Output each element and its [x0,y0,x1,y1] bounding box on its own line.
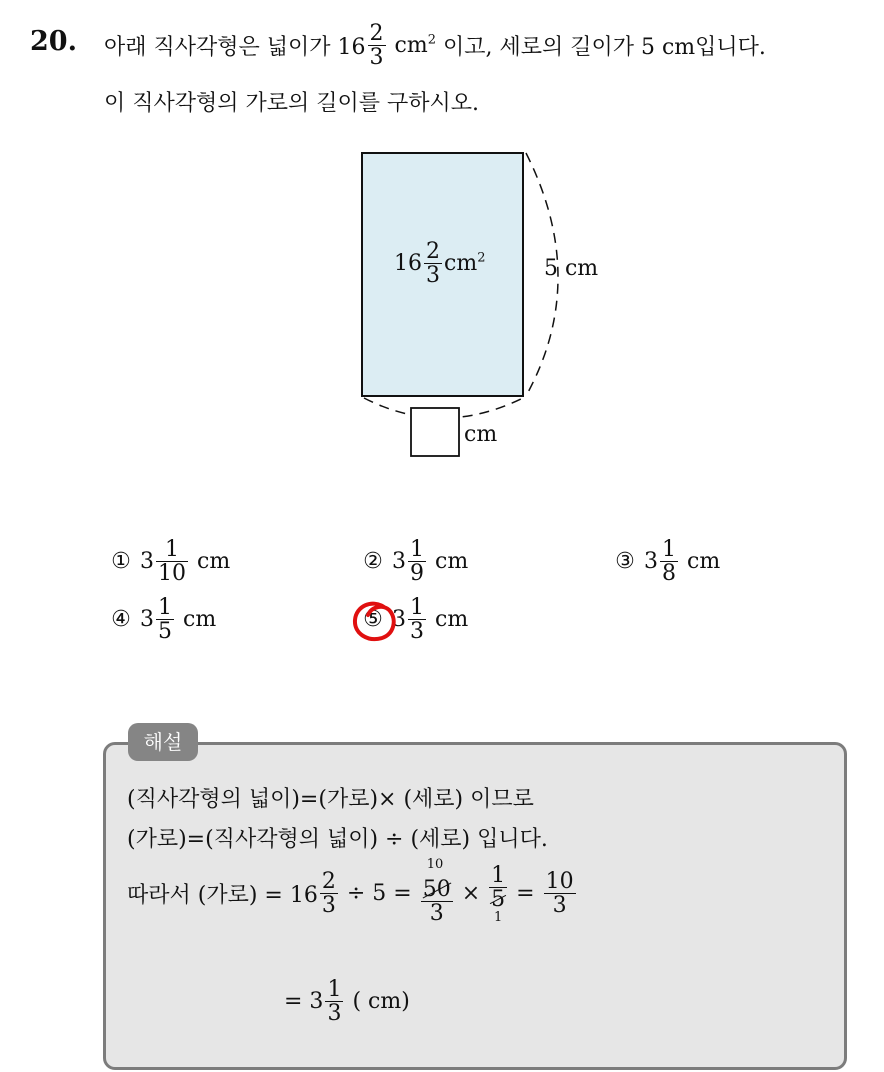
fraction-denominator: 3 [327,1001,342,1027]
fraction-numerator: 1 [158,595,172,620]
cancel-result-1: 1 [494,909,503,925]
rectangle-figure [350,140,630,470]
fraction-denominator: 10 [158,561,186,587]
fraction-denominator: 3 [552,893,567,919]
divide-by-five: ÷ 5 = [346,881,412,907]
question-area-fraction [368,22,386,69]
fraction-numerator: 2 [426,239,440,264]
choice-4[interactable] [110,596,216,643]
choice-unit: cm [435,607,469,633]
times-sign: × [461,881,481,907]
choice-unit: cm [435,549,469,575]
choice-mark: ⑤ [363,606,383,632]
fraction-numerator: 1 [410,537,424,562]
fraction-denominator: 3 [321,893,336,919]
choice-unit: cm [183,607,217,633]
choice-mark: ④ [111,606,131,632]
fraction-numerator: 1 [156,538,188,562]
solution-line-4 [284,978,410,1025]
unit-superscript: 2 [427,32,436,48]
cancel-result-10: 10 [426,857,444,872]
question-unit [395,33,436,58]
question-line-2: 이 직사각형의 가로의 길이를 구하시오. [104,91,479,116]
choice-unit: cm [197,549,231,575]
choice-whole: 3 [392,607,406,633]
fraction-denominator: 3 [369,45,384,71]
choice-whole: 3 [140,549,154,575]
question-text-start: 아래 직사각형은 넓이가 16 [104,35,366,61]
equals-sign: = [516,881,535,907]
solution-tag: 해설 [128,723,198,761]
area-whole: 16 [394,251,422,277]
fraction-denominator: 3 [426,263,440,289]
fraction-1-over-5 [489,864,507,924]
question-line-1 [104,22,766,69]
fraction-numerator: 1 [327,977,342,1002]
fraction-numerator: 10 [545,869,574,894]
cancelled-5: 5 [491,886,506,912]
fraction-denominator: 9 [410,561,424,587]
solution-unit: ( cm) [352,989,410,1015]
question-number: 20. [30,26,77,57]
answer-circle-mark [350,598,402,646]
solution-prefix: 따라서 (가로) = 16 [127,883,318,909]
area-unit-superscript: 2 [477,250,486,266]
choice-2[interactable] [362,538,468,585]
fraction-numerator: 1 [410,595,424,620]
fraction-50-over-3 [421,857,453,927]
choice-mark: ② [363,548,383,574]
figure-width-unit: cm [464,422,498,447]
fraction-numerator: 1 [662,537,676,562]
fraction-numerator: 1 [491,862,506,888]
fraction-numerator: 2 [321,869,336,894]
area-fraction [424,240,442,287]
area-unit: cm [444,251,478,277]
choice-mark: ① [111,548,131,574]
figure-height-label: 5 cm [544,256,599,281]
choice-unit: cm [687,549,721,575]
fraction-denominator: 3 [429,901,444,927]
fraction-denominator: 3 [410,619,424,645]
cancelled-50: 50 [422,877,451,902]
choice-whole: 3 [392,549,406,575]
answer-box [411,408,459,456]
unit-text: cm [394,33,428,59]
choice-whole: 3 [140,607,154,633]
solution-result-whole: = 3 [284,989,324,1015]
solution-line-3 [127,857,578,962]
fraction-denominator: 5 [158,619,172,645]
choice-1[interactable] [110,538,230,585]
fraction-denominator: 8 [662,561,676,587]
choice-whole: 3 [644,549,658,575]
solution-line-1: (직사각형의 넓이)=(가로)× (세로) 이므로 [127,787,534,812]
figure-area-label [394,240,485,287]
question-text-end: 이고, 세로의 길이가 5 cm입니다. [435,35,766,61]
solution-line-2: (가로)=(직사각형의 넓이) ÷ (세로) 입니다. [127,827,548,852]
choice-mark: ③ [615,548,635,574]
fraction-numerator: 2 [369,21,384,46]
choice-3[interactable] [614,538,720,585]
